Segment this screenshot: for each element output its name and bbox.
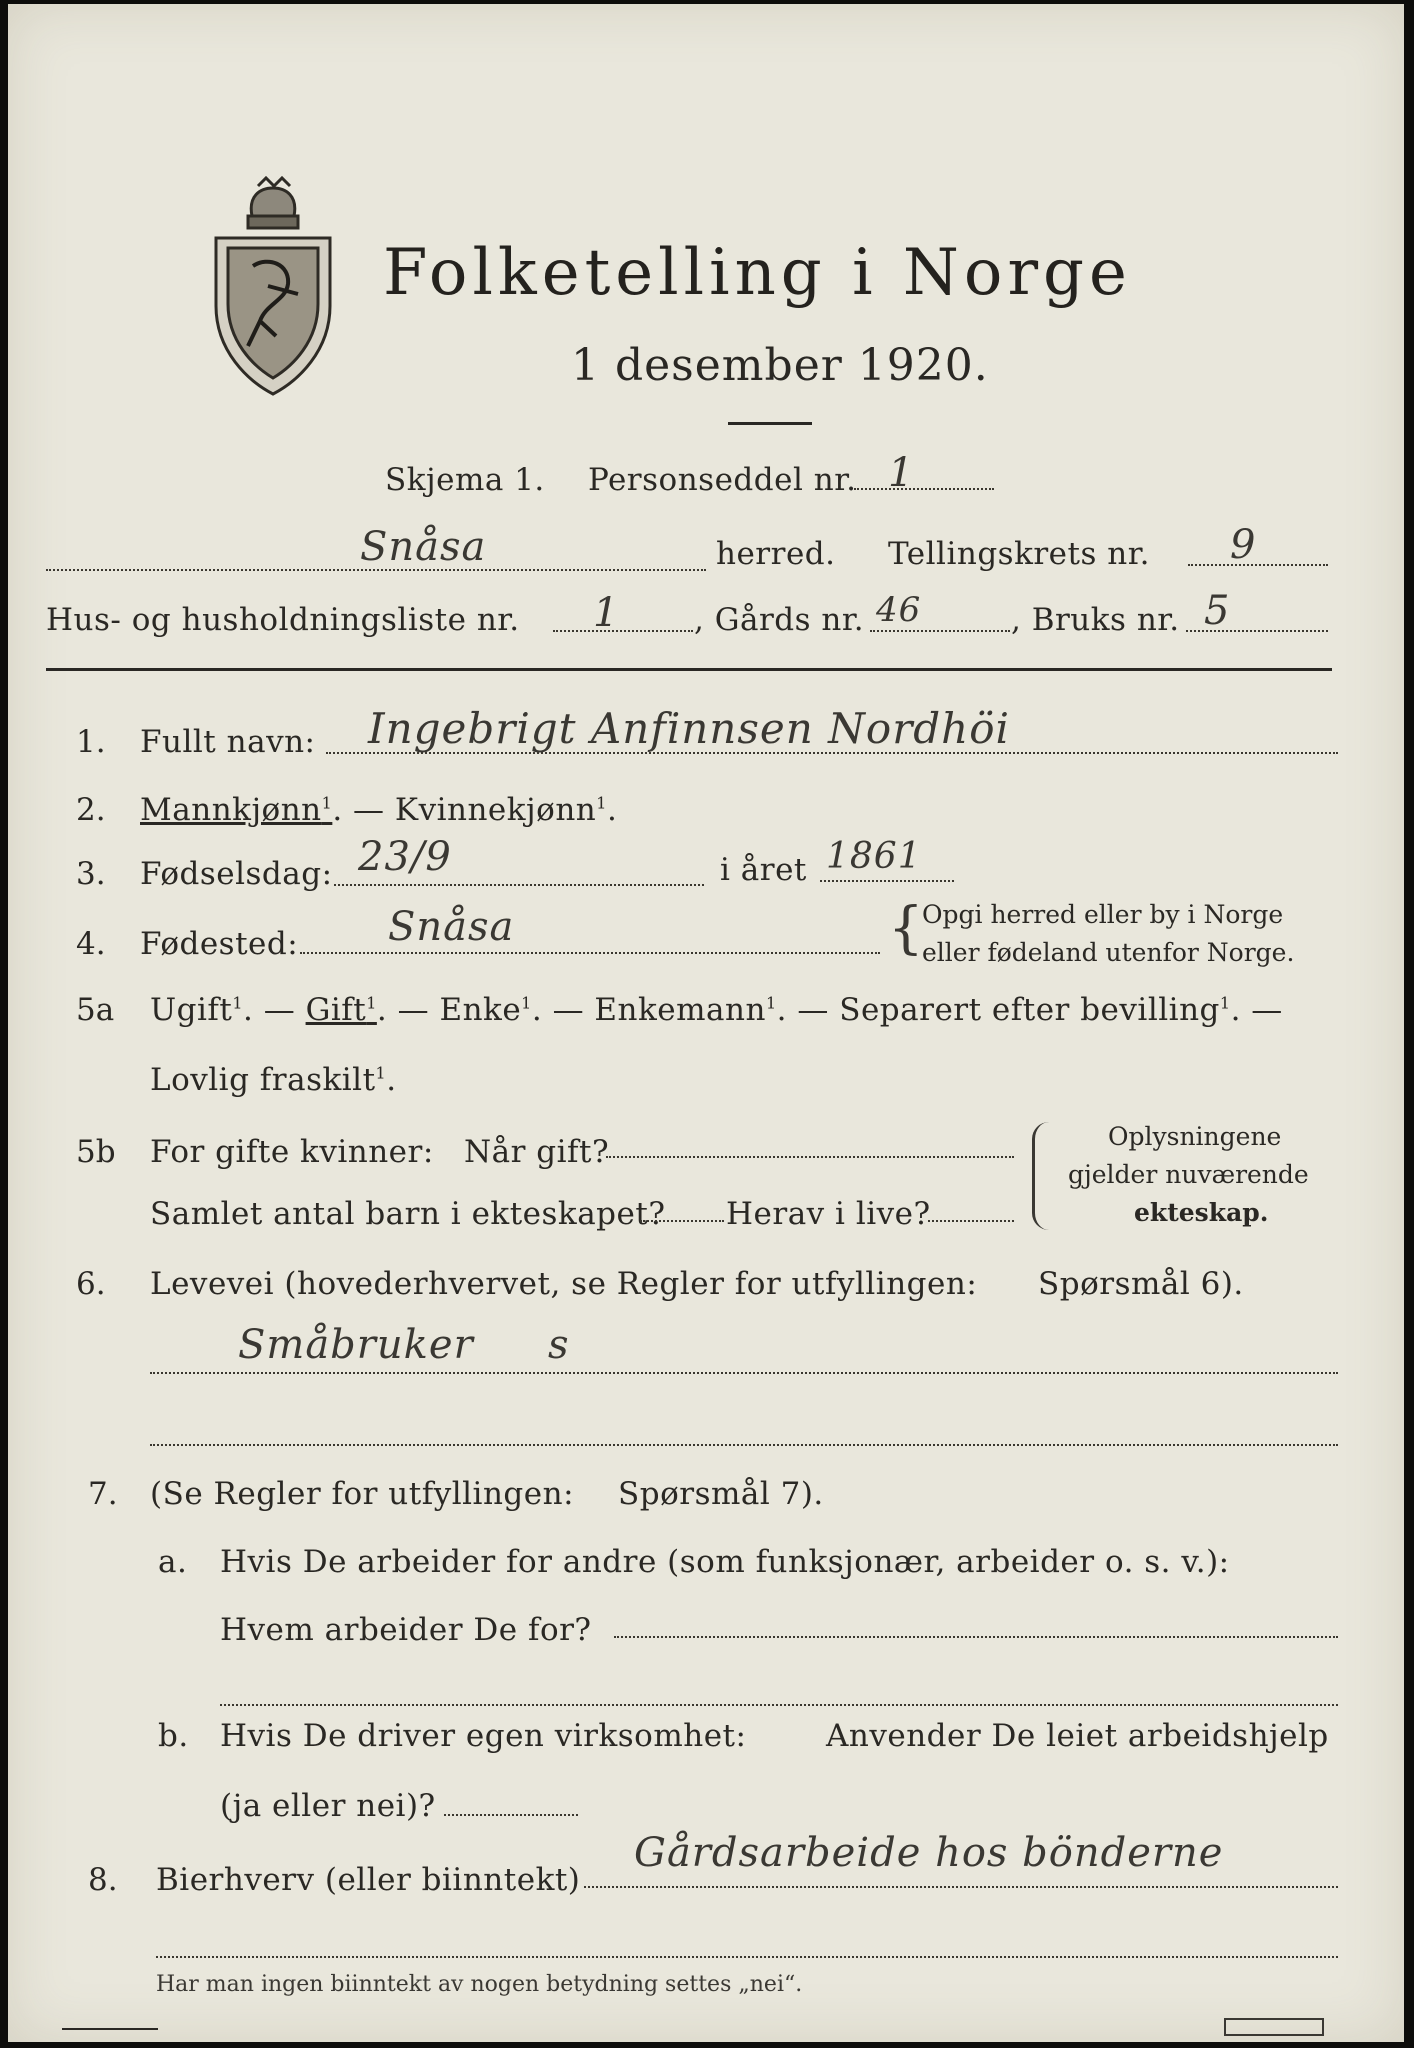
side-income-line-2[interactable] (156, 1956, 1338, 1958)
gift-option[interactable] (306, 992, 377, 1028)
employer-line-2[interactable] (220, 1704, 1338, 1706)
separert-option[interactable] (839, 992, 1230, 1028)
husholdning-label: Hus- og husholdningsliste nr. (46, 602, 520, 638)
q5b-label-1: For gifte kvinner: (150, 1134, 434, 1170)
female-footnote: 1 (596, 793, 607, 813)
q5b-note-3: ekteskap. (1134, 1198, 1269, 1227)
q2-number: 2. (76, 792, 106, 828)
q4-label: Fødested: (140, 926, 299, 962)
q5b-number: 5b (76, 1134, 116, 1170)
q2-options (140, 792, 617, 828)
separert-footnote: 1 (1219, 993, 1231, 1013)
occupation-line-2[interactable] (150, 1444, 1338, 1446)
q5b-bracket (1032, 1122, 1049, 1230)
employer-line-1[interactable] (614, 1636, 1338, 1638)
form-title: Folketelling i Norge (383, 236, 1132, 310)
herred-value[interactable]: Snåsa (360, 524, 487, 570)
ugift-option[interactable] (150, 992, 243, 1028)
year-line (820, 880, 954, 882)
q5b-label-2: Når gift? (464, 1134, 610, 1170)
footer-note: Har man ingen biinntekt av nogen betydning settes „nei“. (156, 1972, 803, 1997)
occupation-mark: s (548, 1322, 570, 1368)
personseddel-line (854, 488, 994, 490)
q4-note-1: Opgi herred eller by i Norge (922, 900, 1284, 929)
bruks-label: , Bruks nr. (1011, 602, 1180, 638)
husholdning-line (553, 630, 693, 632)
bruks-value[interactable]: 5 (1204, 588, 1231, 634)
occupation-value[interactable]: Småbruker (238, 1322, 474, 1368)
q5a-number: 5a (76, 992, 115, 1028)
lovlig-option[interactable]: Lovlig fraskilt$^1$. (150, 1062, 397, 1098)
lovlig-footnote: 1 (375, 1063, 387, 1083)
ugift-footnote: 1 (232, 993, 244, 1013)
q7b-text: Hvis De driver egen virksomhet: (220, 1718, 747, 1754)
q5b-note-1: Oplysningene (1108, 1122, 1282, 1151)
q3-line (334, 884, 704, 886)
gards-label: , Gårds nr. (694, 602, 865, 638)
q7-label: (Se Regler for utfyllingen: (150, 1476, 575, 1512)
q5b-note-2 (1068, 1160, 1309, 1189)
enke-label: Enke (439, 992, 522, 1028)
enkemann-footnote: 1 (765, 993, 777, 1013)
year-label: i året (720, 852, 807, 888)
q7b-letter: b. (158, 1718, 189, 1754)
title-divider (728, 422, 812, 425)
q3-label: Fødselsdag: (140, 856, 333, 892)
birth-date-value[interactable]: 23/9 (358, 834, 452, 880)
female-label: Kvinnekjønn (394, 792, 597, 828)
children-line[interactable] (640, 1220, 724, 1222)
census-date: 1 desember 1920. (571, 340, 989, 391)
q5b-label-4: Herav i live? (726, 1196, 931, 1232)
occupation-line-1 (150, 1372, 1338, 1374)
male-option[interactable] (140, 792, 332, 828)
husholdning-value[interactable]: 1 (593, 590, 620, 636)
tellingskrets-label: Tellingskrets nr. (888, 536, 1150, 572)
full-name-value[interactable]: Ingebrigt Anfinnsen Nordhöi (368, 704, 1010, 753)
q7a-text: Hvis De arbeider for andre (som funksjonær, arbeider o. s. v.): (220, 1544, 1230, 1580)
personseddel-label: Personseddel nr. (588, 462, 857, 498)
birth-year-value[interactable]: 1861 (826, 836, 922, 877)
q3-number: 3. (76, 856, 106, 892)
personseddel-value[interactable]: 1 (888, 450, 915, 496)
herred-label: herred. (716, 536, 836, 572)
lovlig-label: Lovlig fraskilt (150, 1062, 376, 1098)
male-footnote: 1 (321, 793, 333, 813)
separert-label: Separert efter bevilling (839, 992, 1220, 1028)
q1-label: Fullt navn: (140, 724, 316, 760)
q6-label: Levevei (hovederhvervet, se Regler for utfyllingen: (150, 1266, 978, 1302)
printer-stamp (1224, 2018, 1324, 2036)
birthplace-value[interactable]: Snåsa (388, 904, 515, 950)
q6-number: 6. (76, 1266, 106, 1302)
tellingskrets-value[interactable]: 9 (1230, 522, 1257, 568)
side-income-line (584, 1886, 1338, 1888)
census-form (8, 4, 1404, 2042)
tellingskrets-line (1188, 564, 1328, 566)
q8-number: 8. (88, 1862, 118, 1898)
q6-ref: Spørsmål 6). (1038, 1266, 1244, 1302)
q7b-text-2: Anvender De leiet arbeidshjelp (826, 1718, 1329, 1754)
header-rule (46, 668, 1332, 671)
q5b-label-3: Samlet antal barn i ekteskapet? (150, 1196, 666, 1232)
enke-footnote: 1 (521, 993, 532, 1013)
ugift-label: Ugift (150, 992, 233, 1028)
q7b-question: (ja eller nei)? (220, 1788, 436, 1824)
q7-ref: Spørsmål 7). (618, 1476, 824, 1512)
q7a-question: Hvem arbeider De for? (220, 1612, 592, 1648)
gards-line (870, 630, 1010, 632)
footer-rule-left (62, 2028, 158, 2030)
q5a-options: Ugift$^1$. — Gift$^1$. — Enke$^1$. — Enkemann$^1$. — Separert efter bevilling$^1$. — (150, 992, 1283, 1028)
q7a-letter: a. (158, 1544, 188, 1580)
q4-note-2: eller fødeland utenfor Norge. (922, 938, 1295, 967)
schema-label: Skjema 1. (385, 462, 545, 498)
male-label: Mannkjønn (140, 792, 322, 828)
q1-number: 1. (76, 724, 106, 760)
married-when-line[interactable] (606, 1156, 1014, 1158)
q4-brace: { (888, 896, 924, 961)
side-income-value[interactable]: Gårdsarbeide hos bönderne (634, 1830, 1224, 1876)
q5b-note-2-text: gjelder nuværende (1068, 1160, 1309, 1189)
enkemann-label: Enkemann (594, 992, 766, 1028)
q7-number: 7. (88, 1476, 118, 1512)
q2-separator: . — (332, 792, 395, 828)
q4-line (300, 952, 880, 954)
q8-label: Bierhverv (eller biinntekt) (156, 1862, 581, 1898)
enke-option[interactable] (439, 992, 531, 1028)
coat-of-arms-icon (208, 176, 338, 398)
gift-label: Gift (305, 992, 367, 1028)
hired-help-line[interactable] (444, 1814, 578, 1816)
gards-value[interactable]: 46 (876, 590, 922, 630)
alive-line[interactable] (928, 1220, 1014, 1222)
gift-footnote: 1 (366, 993, 377, 1013)
q4-number: 4. (76, 926, 106, 962)
enkemann-option[interactable] (594, 992, 776, 1028)
female-option[interactable] (395, 792, 607, 828)
q2-end: . (606, 792, 618, 828)
